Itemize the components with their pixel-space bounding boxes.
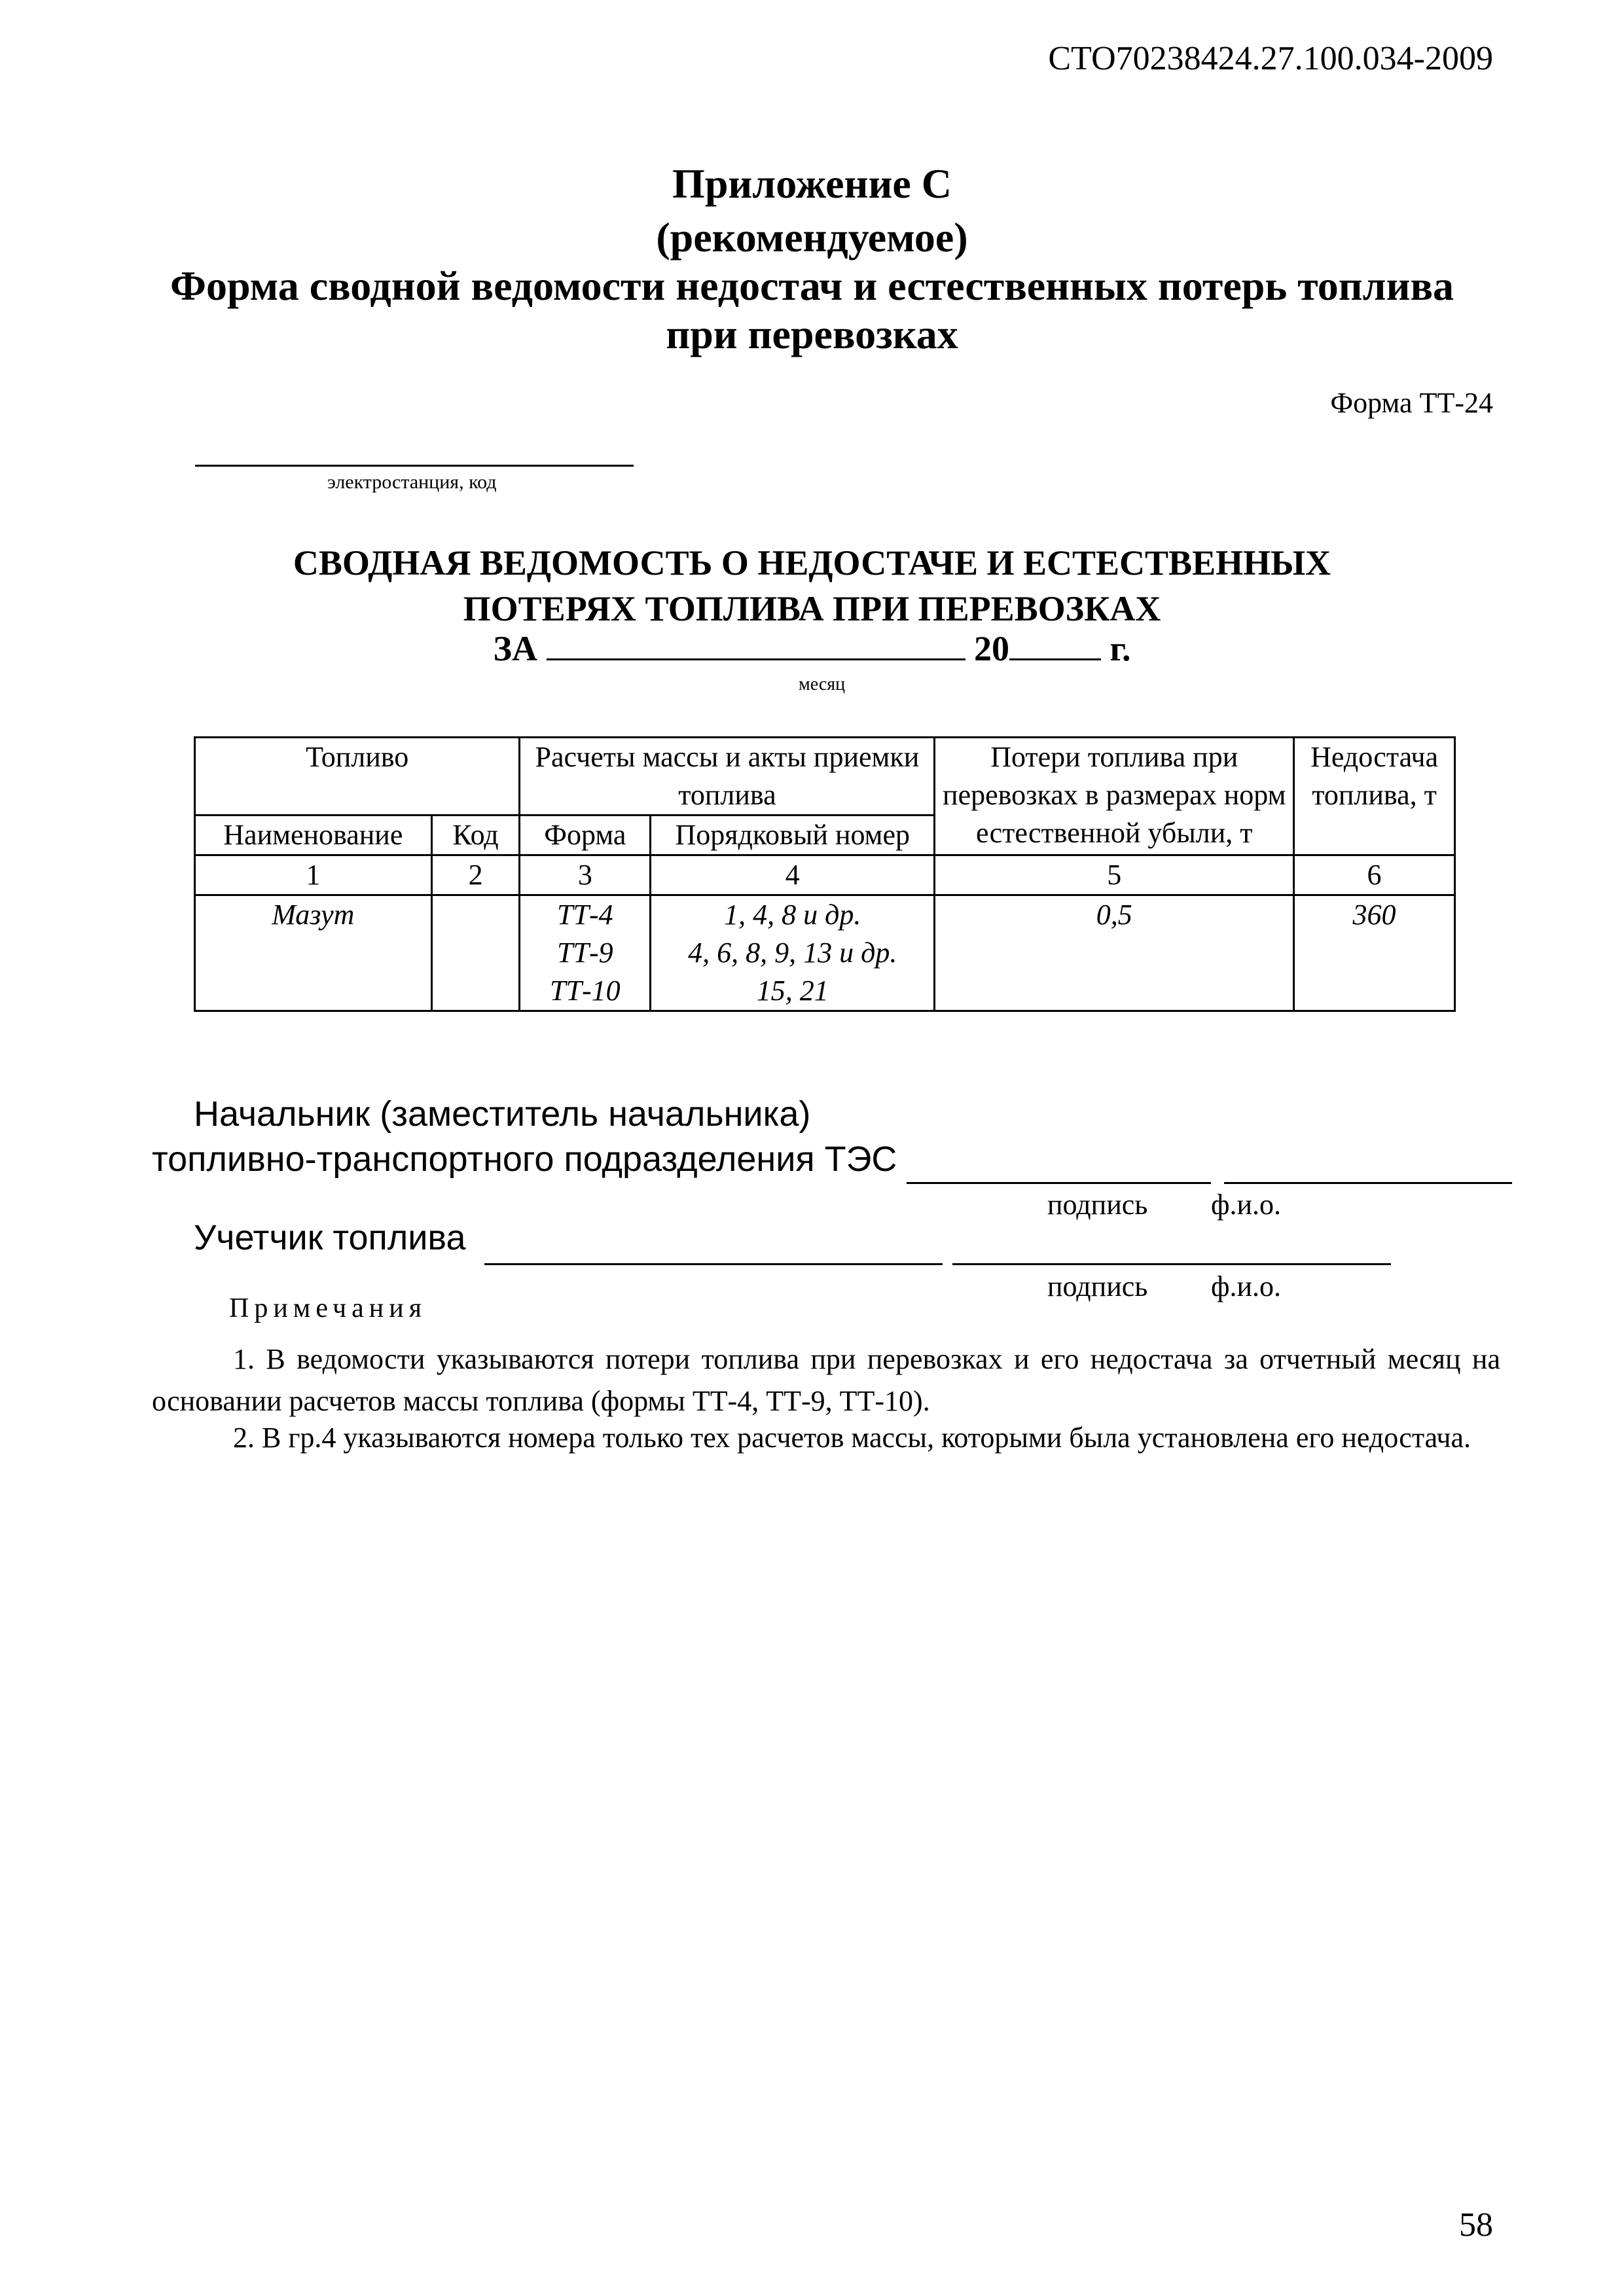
col-number: 6 bbox=[1294, 855, 1455, 895]
header-fuel: Топливо bbox=[195, 738, 520, 816]
accountant-name-caption: ф.и.о. bbox=[1211, 1270, 1282, 1302]
header-calc: Расчеты массы и акты приемки топлива bbox=[520, 738, 935, 816]
main-title-line1: СВОДНАЯ ВЕДОМОСТЬ О НЕДОСТАЧЕ И ЕСТЕСТВЕННЫХ bbox=[293, 543, 1331, 583]
notes-heading: Примечания bbox=[229, 1293, 427, 1323]
serial-item: 15, 21 bbox=[756, 975, 829, 1007]
chief-name-caption: ф.и.о. bbox=[1211, 1189, 1282, 1221]
period-line bbox=[0, 628, 1624, 669]
header-losses: Потери топлива при перевозках в размерах норм естественной убыли, т bbox=[935, 738, 1294, 855]
accountant-signature-line bbox=[484, 1263, 943, 1265]
chief-signature-caption: подпись bbox=[1047, 1189, 1148, 1221]
header-code: Код bbox=[431, 816, 520, 855]
shortage-table bbox=[194, 736, 1456, 1012]
appendix-status: (рекомендуемое) bbox=[656, 214, 968, 260]
col-number: 4 bbox=[651, 855, 935, 895]
station-caption: электростанция, код bbox=[327, 471, 497, 493]
serial-item: 4, 6, 8, 9, 13 и др. bbox=[688, 937, 897, 969]
table-header-row-1 bbox=[195, 738, 1455, 816]
note-2: 2. В гр.4 указываются номера только тех расчетов массы, которыми была установлена его недостача. bbox=[233, 1422, 1471, 1454]
cell-shortage: 360 bbox=[1294, 895, 1455, 1011]
table-row bbox=[195, 895, 1455, 1011]
appendix-title: Приложение С bbox=[672, 160, 952, 207]
standard-code: СТО70238424.27.100.034-2009 bbox=[1048, 40, 1493, 77]
column-number-row bbox=[195, 855, 1455, 895]
form-item: ТТ-4 bbox=[557, 899, 613, 931]
month-caption: месяц bbox=[799, 674, 846, 694]
year-prefix: 20 bbox=[974, 629, 1010, 668]
month-field bbox=[547, 628, 965, 660]
form-label: Форма ТТ-24 bbox=[1330, 387, 1493, 419]
header-name: Наименование bbox=[195, 816, 432, 855]
appendix-form-title-cont: при перевозках bbox=[666, 311, 958, 357]
form-item: ТТ-10 bbox=[550, 975, 621, 1007]
col-number: 2 bbox=[431, 855, 520, 895]
cell-forms bbox=[520, 895, 651, 1011]
period-za: ЗА bbox=[493, 629, 538, 668]
col-number: 1 bbox=[195, 855, 432, 895]
cell-serials bbox=[651, 895, 935, 1011]
fuel-accountant-title: Учетчик топлива bbox=[194, 1218, 466, 1257]
note-1: 1. В ведомости указываются потери топлива при перевозках и его недостача за отчетный месяц на основании расчетов массы топлива (формы ТТ-4, ТТ-9, ТТ-10). bbox=[152, 1343, 1500, 1417]
header-shortage: Недостача топлива, т bbox=[1294, 738, 1455, 855]
header-form: Форма bbox=[520, 816, 651, 855]
station-field-line bbox=[195, 465, 634, 467]
accountant-signature-caption: подпись bbox=[1047, 1270, 1148, 1302]
accountant-name-line bbox=[952, 1263, 1391, 1265]
chief-department: топливно-транспортного подразделения ТЭС bbox=[152, 1139, 897, 1179]
year-suffix: г. bbox=[1110, 629, 1131, 668]
form-item: ТТ-9 bbox=[557, 937, 613, 969]
cell-fuel-name: Мазут bbox=[195, 895, 432, 1011]
cell-fuel-code bbox=[431, 895, 520, 1011]
year-field bbox=[1009, 628, 1101, 660]
chief-title: Начальник (заместитель начальника) bbox=[194, 1094, 811, 1134]
cell-losses: 0,5 bbox=[935, 895, 1294, 1011]
col-number: 5 bbox=[935, 855, 1294, 895]
page-number: 58 bbox=[1459, 2206, 1493, 2244]
serial-item: 1, 4, 8 и др. bbox=[724, 899, 861, 931]
appendix-form-title: Форма сводной ведомости недостач и естественных потерь топлива bbox=[170, 262, 1454, 309]
main-title-line2: ПОТЕРЯХ ТОПЛИВА ПРИ ПЕРЕВОЗКАХ bbox=[463, 589, 1161, 628]
col-number: 3 bbox=[520, 855, 651, 895]
chief-name-line bbox=[1224, 1182, 1512, 1184]
header-serial: Порядковый номер bbox=[651, 816, 935, 855]
chief-signature-line bbox=[907, 1182, 1211, 1184]
